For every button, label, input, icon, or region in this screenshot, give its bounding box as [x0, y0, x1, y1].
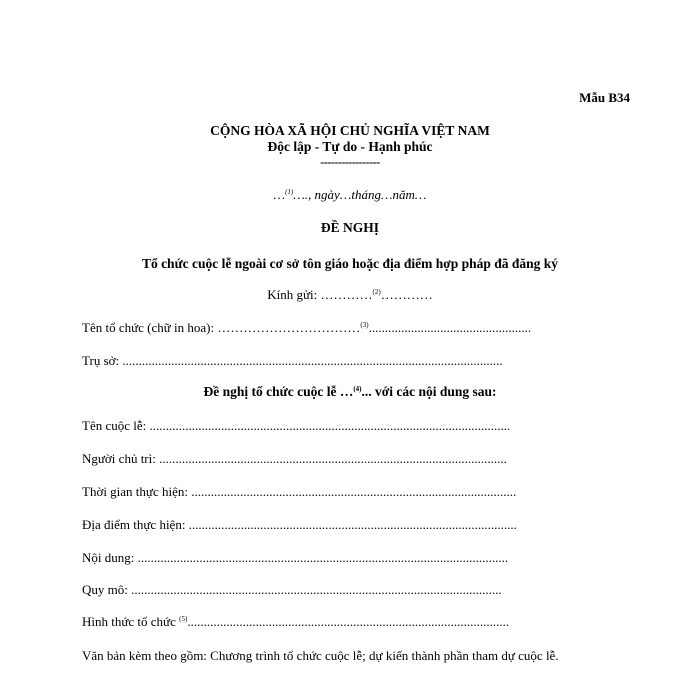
- time-field: Thời gian thực hiện: ....................................................................................................: [82, 484, 517, 499]
- attachments-line: Văn bản kèm theo gồm: Chương trình tổ chức cuộc lễ; dự kiến thành phần tham dự cuộc lễ.: [82, 648, 559, 663]
- footnote-2: (2): [372, 288, 381, 296]
- form-of-organization-field: [82, 614, 509, 630]
- place-field: Địa điểm thực hiện: .....................................................................................................: [82, 517, 517, 532]
- form-label: Hình thức tổ chức: [82, 614, 180, 629]
- footnote-5: (5): [179, 615, 188, 623]
- scale-field: Quy mô: ..................................................................................................................: [82, 582, 502, 597]
- form-dots: ...................................................................................................: [187, 614, 510, 629]
- content-field: Nội dung: ..................................................................................................................: [82, 550, 509, 565]
- host-field: Người chủ trì: ...........................................................................................................: [82, 451, 507, 466]
- headquarters-field: Trụ sở: .....................................................................................................................: [82, 353, 503, 368]
- dateline-suffix: …., ngày…tháng…năm…: [293, 187, 427, 202]
- header-separator: -----------------: [320, 155, 380, 169]
- recipient-prefix: Kính gửi: …………: [267, 287, 373, 302]
- dateline: [0, 187, 700, 203]
- footnote-3: (3): [360, 321, 369, 329]
- form-code: Mẫu B34: [579, 90, 630, 105]
- footnote-4: (4): [353, 385, 362, 393]
- section-heading-suffix: ... với các nội dung sau:: [361, 384, 497, 399]
- organization-dots: ..................................................: [368, 320, 532, 335]
- ceremony-name-field: Tên cuộc lễ: ...............................................................................................................: [82, 418, 511, 433]
- organization-name-field: [82, 320, 531, 336]
- section-heading: [0, 384, 700, 400]
- document-subtitle: Tổ chức cuộc lễ ngoài cơ sở tôn giáo hoặc địa điểm hợp pháp đã đăng ký: [141, 256, 559, 271]
- recipient-suffix: …………: [380, 287, 433, 302]
- recipient-line: [0, 287, 700, 303]
- organization-label: Tên tổ chức (chữ in hoa): ……………………………: [82, 320, 361, 335]
- dateline-prefix: …: [273, 187, 286, 202]
- footnote-1: (1): [285, 188, 294, 196]
- national-title: CỘNG HÒA XÃ HỘI CHỦ NGHĨA VIỆT NAM: [210, 123, 490, 138]
- section-heading-prefix: Đề nghị tổ chức cuộc lễ …: [203, 384, 354, 399]
- document-title: ĐỀ NGHỊ: [320, 220, 380, 235]
- national-motto: Độc lập - Tự do - Hạnh phúc: [267, 139, 433, 154]
